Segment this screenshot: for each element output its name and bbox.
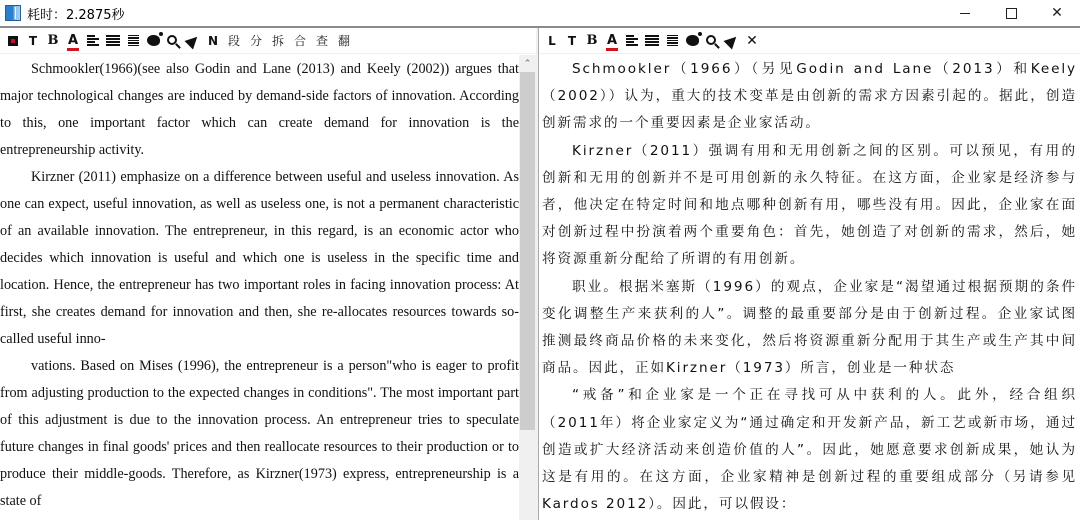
title-bar: [0, 0, 1080, 26]
send-icon: [724, 32, 741, 49]
window-title: 耗时：2.2875秒: [27, 7, 125, 23]
minimize-button[interactable]: [942, 0, 988, 26]
maximize-button[interactable]: [988, 0, 1034, 26]
paragraph: Kirzner (2011) emphasize on a difference between useful and useless innovation. As one can expect, useful innovation, as well as useless one, is not a permanent characteristic of an available innovation. The entrepreneur, in this regard, is an economic actor who decides which innovation is useful and which one is useless in the specific time and location. Hence, the entrepreneur has two important roles in facing innovation process: At first, she creates demand for innovation and then, she re-allocates resources towards so-called useful inno-: [0, 169, 519, 347]
font-color-icon: A: [606, 32, 618, 48]
l-button[interactable]: L: [548, 33, 556, 48]
font-color-button[interactable]: [602, 30, 622, 52]
text-button[interactable]: T: [28, 33, 38, 48]
align-left-button[interactable]: [83, 30, 103, 52]
paragraph: “戒备”和企业家是一个正在寻找可从中获利的人。此外，经合组织（2011年）将企业家定义为“通过确定和开发新产品，新工艺或新市场，通过创造或扩大经济活动来创造价值的人”。因此，她愿意要求创新成果，她认为这是有用的。在这方面，企业家精神是创新过程的重要组成部分（另请参见Kardos 2012）。因此，可以假设：: [542, 387, 1077, 513]
palette-icon: [147, 35, 160, 46]
close-button[interactable]: [742, 30, 762, 52]
text-button[interactable]: T: [567, 33, 577, 48]
paragraph: Schmookler(1966)(see also Godin and Lane (2013) and Keely (2002)) argues that major technological changes are induced by demand-side factors of innovation. According to this, one important factor which can create demand for innovation is the entrepreneurship activity.: [0, 61, 519, 158]
scroll-up-arrow-icon[interactable]: ⌃: [523, 58, 532, 69]
window-controls: [942, 0, 1080, 26]
app-icon: [5, 5, 21, 21]
bold-button[interactable]: B: [586, 33, 598, 48]
close-window-button[interactable]: ✕: [1051, 5, 1063, 21]
lookup-button[interactable]: 查: [315, 34, 328, 48]
bold-button[interactable]: B: [47, 33, 59, 48]
vertical-scrollbar[interactable]: [519, 55, 536, 520]
source-panel: [0, 28, 536, 520]
translation-panel: [538, 28, 1080, 520]
align-right-button[interactable]: [662, 30, 682, 52]
paragraph: Schmookler（1966）（另见Godin and Lane（2013）和Keely（2002））认为，重大的技术变革是由创新的需求方因素引起的。据此，创造创新需求的一个重要因素是企业家活动。: [542, 61, 1077, 132]
palette-icon: [686, 35, 699, 46]
font-color-button[interactable]: [63, 30, 83, 52]
split-button[interactable]: 分: [249, 34, 262, 48]
send-button[interactable]: [722, 30, 742, 52]
paragraph: Kirzner（2011）强调有用和无用创新之间的区别。可以预见，有用的创新和无用的创新并不是可用创新的永久特征。在这方面，企业家是经济参与者，他决定在特定时间和地点哪种创新有用，哪些没有用。因此，企业家在面对创新过程中扮演着两个重要角色：首先，她创造了对创新的需求，然后，她将资源重新分配给了所谓的有用创新。: [542, 142, 1077, 268]
source-text-area[interactable]: [0, 55, 519, 520]
justify-icon: [645, 35, 659, 46]
paragraph: 职业。根据米塞斯（1996）的观点，企业家是“渴望通过根据预期的条件变化调整生产来获利的人”。调整的最重要部分是由于创新过程。企业家试图推测最终商品价格的未来变化，然后将资源重新分配用于其生产或生产其中间商品。因此，正如Kirzner（1973）所言，创业是一种状态: [542, 278, 1077, 377]
search-button[interactable]: [702, 30, 722, 52]
translation-text-area[interactable]: [539, 55, 1080, 520]
break-button[interactable]: 拆: [271, 34, 284, 48]
close-icon: ✕: [746, 32, 758, 49]
stop-button[interactable]: [3, 30, 23, 52]
n-button[interactable]: N: [207, 33, 219, 48]
align-right-icon: [667, 35, 678, 47]
palette-button[interactable]: [143, 30, 163, 52]
merge-button[interactable]: 合: [293, 34, 306, 48]
justify-button[interactable]: [103, 30, 123, 52]
align-left-icon: [626, 35, 638, 46]
align-right-icon: [128, 35, 139, 47]
send-button[interactable]: [183, 30, 203, 52]
search-icon: [706, 35, 716, 45]
font-color-icon: A: [67, 32, 79, 48]
search-icon: [167, 35, 177, 45]
align-left-button[interactable]: [622, 30, 642, 52]
translation-toolbar: [539, 28, 1080, 54]
palette-button[interactable]: [682, 30, 702, 52]
translate-button[interactable]: 翻: [337, 34, 350, 48]
square-icon: [8, 36, 18, 46]
source-toolbar: [0, 28, 536, 54]
send-icon: [185, 32, 202, 49]
paragraph-button[interactable]: 段: [227, 34, 240, 48]
search-button[interactable]: [163, 30, 183, 52]
justify-button[interactable]: [642, 30, 662, 52]
align-right-button[interactable]: [123, 30, 143, 52]
paragraph: vations. Based on Mises (1996), the entrepreneur is a person"who is eager to profit from adjusting production to the expected changes in conditions". The most important part of this adjustment is due to the innovation process. An entrepreneur tries to speculate future changes in final goods' prices and then reallocate resources to their production or to produce their middle-goods. Therefore, as Kirzner(1973) express, entrepreneurship is a state of: [0, 358, 519, 509]
align-left-icon: [87, 35, 99, 46]
justify-icon: [106, 35, 120, 46]
scrollbar-thumb[interactable]: [520, 72, 535, 430]
